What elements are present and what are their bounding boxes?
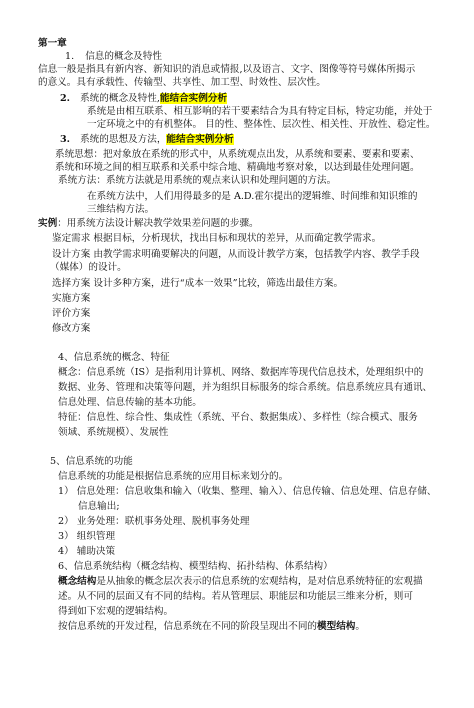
section-2-line-1: 系统是由相互联系、相互影响的若干要素结合为具有特定目标，特定功能，并处于 (87, 106, 433, 117)
section-3-number: 3. (60, 134, 71, 145)
section-1-title: 信息的概念及特性 (85, 51, 162, 62)
example-text: ：用系统方法设计解决教学效果差问题的步骤。 (57, 218, 259, 229)
chapter-title: 第一章 (38, 38, 67, 49)
section-4-line-2: 数据、业务、管理和决策等问题，并为组织目标服务的综合系统。信息系统应具有通讯、 (58, 382, 433, 393)
section-1-line-2: 的意义。具有承载性、传输型、共享性、加工型、时效性、层次性。 (38, 77, 326, 88)
section-3-heading (60, 133, 234, 146)
section-5-title: 5、信息系统的功能 (50, 456, 133, 467)
example-line-1: 鉴定需求 根据目标，分析现状，找出目标和现状的差异，从而确定教学需求。 (52, 233, 382, 244)
section-5-line-5: 3） 组织管理 (58, 531, 116, 542)
section-1-line-1: 信息一般是指具有新内容、新知识的消息或情报,以及语言、文字、图像等符号媒体所揭示 (38, 64, 416, 75)
example-line-7: 修改方案 (52, 323, 91, 334)
section-3-line-1: 系统思想：把对象放在系统的形式中，从系统观点出发，从系统和要素、要素和要素、 (55, 149, 420, 160)
section-2-line-2: 一定环境之中的有机整体。 目的性、整体性、层次性、相关性、开放性、稳定性。 (87, 119, 436, 130)
section-1-heading (65, 50, 162, 63)
example-label: 实例 (38, 218, 58, 229)
section-3-line-4: 在系统方法中，人们用得最多的是 A.D.霍尔提出的逻辑维、时间维和知识维的 (87, 191, 418, 202)
section-6-title: 6、信息系统结构（概念结构、模型结构、拓扑结构、体系结构） (58, 561, 333, 572)
example-line-2: 设计方案 由教学需求明确要解决的问题，从而设计教学方案，包括教学内容、教学手段 (52, 249, 420, 260)
section-5-line-6: 4） 辅助决策 (58, 546, 116, 557)
example-heading (38, 217, 259, 230)
section-6-line-4 (58, 620, 365, 633)
section-2-number: 2. (60, 93, 71, 104)
section-2-title: 系统的概念及特性, (80, 93, 160, 104)
section-4-title: 4、信息系统的概念、特征 (58, 352, 170, 363)
example-line-6: 评价方案 (52, 308, 91, 319)
section-5-line-4: 2） 业务处理：联机事务处理、脱机事务处理 (58, 516, 250, 527)
section-2-heading (60, 92, 227, 105)
section-6-line-1-text: 是从抽象的概念层次表示的信息系统的宏观结构，是对信息系统特征的宏观描 (96, 576, 423, 587)
section-6-last-prefix: 按信息系统的开发过程，信息系统在不同的阶段呈现出不同的 (58, 621, 318, 632)
section-4-line-3: 信息处理、信息传输的基本功能。 (58, 397, 202, 408)
section-6-line-2: 述。从不同的层面又有不同的结构。若从管理层、职能层和功能层三维来分析，则可 (58, 591, 413, 602)
section-6-line-3: 得到如下宏观的逻辑结构。 (58, 606, 174, 617)
section-6-last-end: 。 (355, 621, 365, 632)
example-line-4: 选择方案 设计多种方案，进行“成本一效果”比较，筛选出最佳方案。 (52, 278, 344, 289)
section-4-line-5: 领域、系统规模）、发展性 (58, 427, 169, 438)
section-3-line-2: 系统和环境之间的相互联系和关系中综合地、精确地考察对象，以达到最佳处理问题。 (55, 162, 420, 173)
section-5-line-1: 信息系统的功能是根据信息系统的应用目标来划分的。 (58, 471, 289, 482)
example-line-5: 实施方案 (52, 293, 91, 304)
section-6-line-1 (58, 575, 423, 588)
section-5-line-3: 信息输出; (78, 501, 120, 512)
section-6-last-bold: 模型结构 (317, 621, 356, 632)
section-3-line-5: 三维结构方法。 (87, 204, 155, 215)
section-1-number: 1. (65, 51, 75, 62)
section-3-line-3: 系统方法：系统方法就是用系统的观点来认识和处理问题的方法。 (58, 175, 337, 186)
section-3-title: 系统的思想及方法， (80, 134, 167, 145)
section-6-bold-term: 概念结构 (58, 576, 97, 587)
section-4-line-4: 特征：信息性、综合性、集成性（系统、平台、数据集成）、多样性（综合模式、服务 (58, 412, 418, 423)
section-4-line-1: 概念：信息系统（IS）是指利用计算机、网络、数据库等现代信息技术，处理组织中的 (58, 367, 424, 378)
section-3-highlight: 能结合实例分析 (166, 134, 234, 145)
section-2-highlight: 能结合实例分析 (159, 93, 228, 104)
example-line-3: （媒体）的设计。 (50, 262, 127, 273)
section-5-line-2: 1） 信息处理：信息收集和输入（收集、整理、输入）、信息传输、信息处理、信息存储、 (58, 486, 437, 497)
